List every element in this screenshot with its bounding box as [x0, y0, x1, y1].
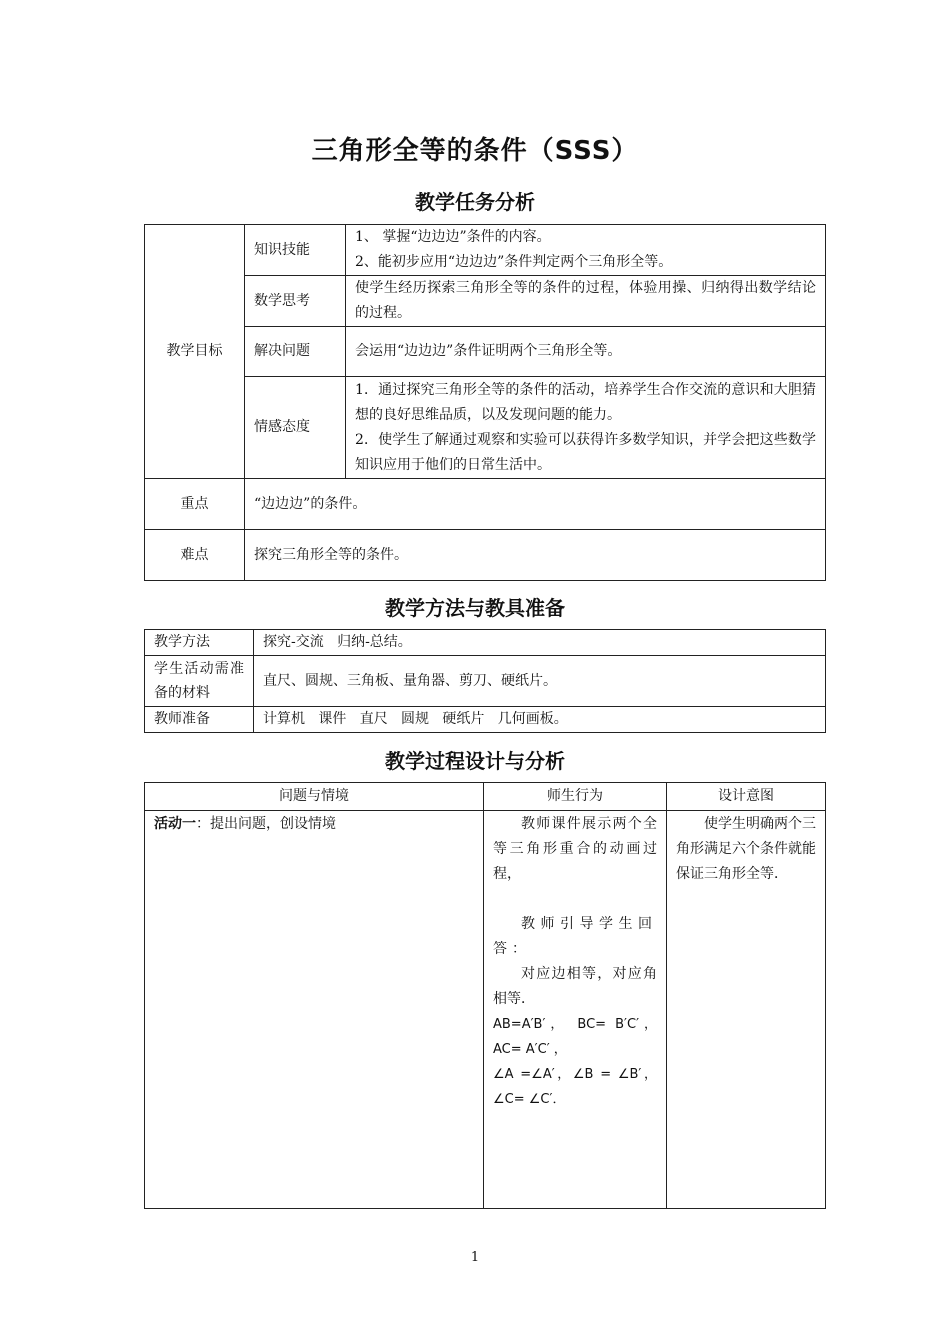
methods-table	[144, 629, 826, 733]
behavior-paragraph: 教师引导学生回答：	[493, 916, 657, 957]
document-title: 三角形全等的条件（SSS）	[311, 136, 639, 166]
objective-content-math-thinking	[346, 276, 826, 327]
teacher-prep-label: 教师准备	[145, 707, 254, 733]
objective-line: 2．使学生了解通过观察和实验可以获得许多数学知识，并学会把这些数学知识应用于他们的日常生活中。	[355, 431, 816, 473]
difficulty-value: 探究三角形全等的条件。	[245, 530, 826, 581]
method-label: 教学方法	[145, 630, 254, 656]
process-header-intent: 设计意图	[667, 783, 826, 811]
objective-name-attitude: 情感态度	[245, 377, 346, 479]
objective-name-knowledge: 知识技能	[245, 225, 346, 276]
activity-one-cell	[145, 811, 484, 1209]
process-header-behavior: 师生行为	[484, 783, 667, 811]
objective-line: 1、 掌握“边边边”条件的内容。	[355, 229, 551, 245]
activity-one-text: 提出问题，创设情境	[210, 816, 336, 832]
section-title-methods: 教学方法与教具准备	[385, 596, 565, 620]
design-intent-text: 使学生明确两个三角形满足六个条件就能保证三角形全等．	[676, 816, 816, 882]
process-table	[144, 782, 826, 1209]
objectives-label: 教学目标	[145, 225, 245, 479]
key-point-label: 重点	[145, 479, 245, 530]
objective-line: 会运用“边边边”条件证明两个三角形全等。	[355, 343, 622, 359]
behavior-equation: AB=A′B′， BC= B′C′，AC= A′C′ ，	[493, 1017, 657, 1057]
teacher-student-behavior-cell	[484, 811, 667, 1209]
objective-line: 2、能初步应用“边边边”条件判定两个三角形全等。	[355, 254, 673, 270]
task-analysis-table	[144, 224, 826, 581]
objective-content-attitude	[346, 377, 826, 479]
activity-one-label: 活动一	[154, 816, 196, 832]
key-point-value: “边边边”的条件。	[245, 479, 826, 530]
behavior-paragraph: 教师课件展示两个全等三角形重合的动画过程，	[493, 816, 657, 882]
section-title-process: 教学过程设计与分析	[385, 749, 565, 773]
objective-content-problem-solving	[346, 327, 826, 377]
design-intent-cell	[667, 811, 826, 1209]
objective-name-problem-solving: 解决问题	[245, 327, 346, 377]
behavior-spacer	[493, 887, 657, 912]
objective-line: 使学生经历探索三角形全等的条件的过程，体验用操、归纳得出数学结论的过程。	[355, 280, 816, 321]
page-number: 1	[470, 1250, 480, 1265]
objective-line: 1．通过探究三角形全等的条件的活动，培养学生合作交流的意识和大胆猜想的良好思维品质，以及发现问题的能力。	[355, 381, 816, 423]
objective-name-math-thinking: 数学思考	[245, 276, 346, 327]
difficulty-label: 难点	[145, 530, 245, 581]
behavior-equation: ∠A =∠A′，∠B = ∠B′，∠C= ∠C′．	[493, 1067, 657, 1107]
teacher-prep-value: 计算机 课件 直尺 圆规 硬纸片 几何画板。	[254, 707, 826, 733]
materials-value: 直尺、圆规、三角板、量角器、剪刀、硬纸片。	[254, 656, 826, 707]
process-header-situation: 问题与情境	[145, 783, 484, 811]
behavior-paragraph: 对应边相等，对应角相等．	[493, 966, 657, 1007]
section-title-task-analysis: 教学任务分析	[415, 190, 535, 214]
objective-content-knowledge	[346, 225, 826, 276]
method-value: 探究-交流 归纳-总结。	[254, 630, 826, 656]
activity-one-separator: ：	[196, 816, 210, 832]
materials-label: 学生活动需准备的材料	[145, 656, 254, 707]
